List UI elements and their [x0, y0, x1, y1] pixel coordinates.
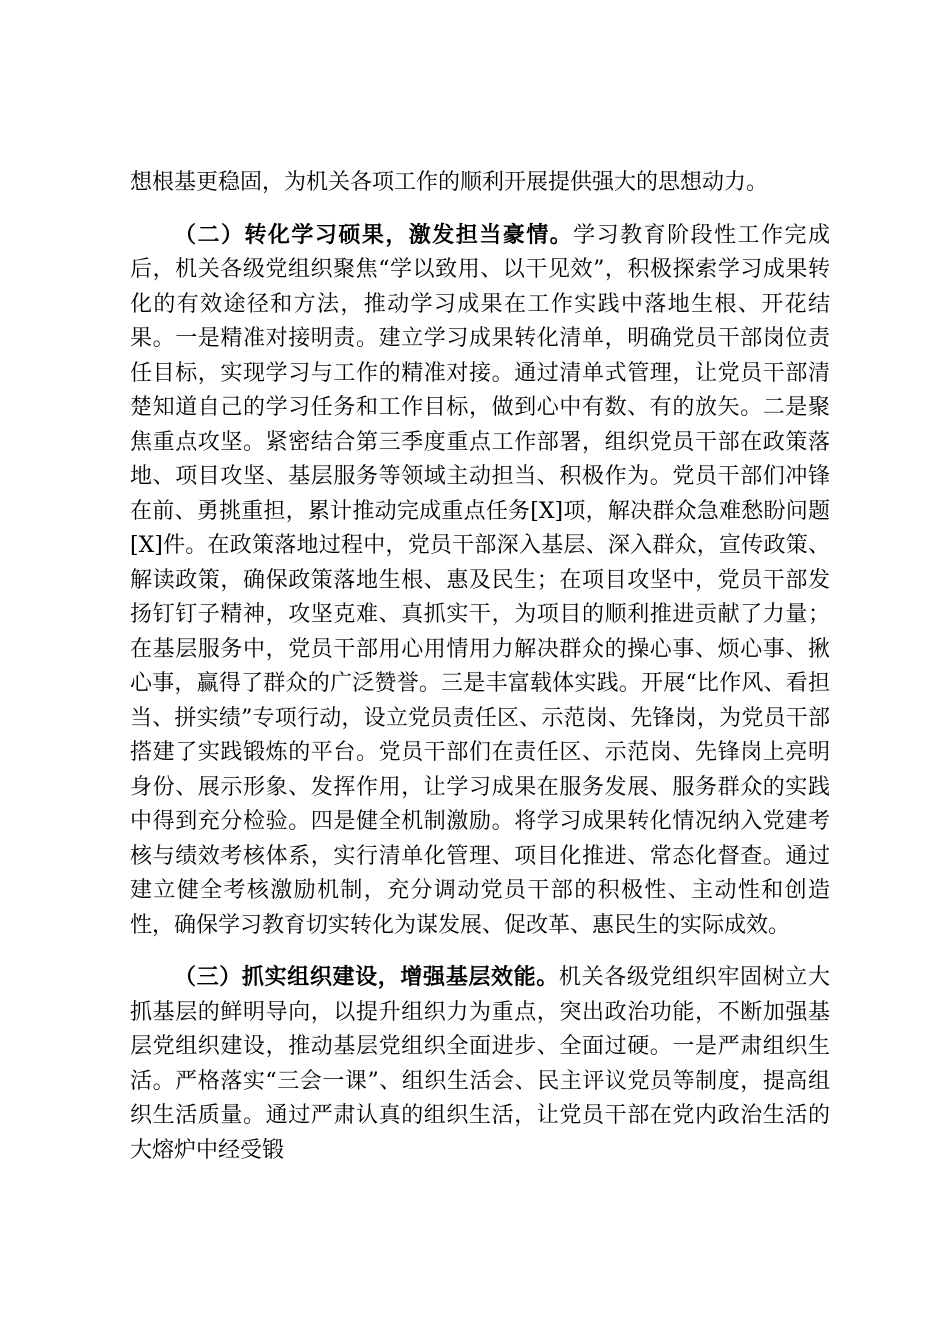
section-heading: （二）转化学习硕果，激发担当豪情。: [174, 221, 574, 248]
paragraph-text: 想根基更稳固，为机关各项工作的顺利开展提供强大的思想动力。: [130, 170, 769, 195]
paragraph-section-3: [130, 960, 830, 1168]
paragraph-text: 学习教育阶段性工作完成后，机关各级党组织聚焦“学以致用、以干见效”，积极探索学习成果转化的有效途径和方法，推动学习成果在工作实践中落地生根、开花结果。一是精准对接明责。建立学习成果转化清单，明确党员干部岗位责任目标，实现学习与工作的精准对接。通过清单式管理，让党员干部清楚知道自己的学习任务和工作目标，做到心中有数、有的放矢。二是聚焦重点攻坚。紧密结合第三季度重点工作部署，组织党员干部在政策落地、项目攻坚、基层服务等领域主动担当、积极作为。党员干部们冲锋在前、勇挑重担，累计推动完成重点任务[X]项，解决群众急难愁盼问题[X]件。在政策落地过程中，党员干部深入基层、深入群众，宣传政策、解读政策，确保政策落地生根、惠及民生；在项目攻坚中，党员干部发扬钉钉子精神，攻坚克难、真抓实干，为项目的顺利推进贡献了力量；在基层服务中，党员干部用心用情用力解决群众的操心事、烦心事、揪心事，赢得了群众的广泛赞誉。三是丰富载体实践。开展“比作风、看担当、拼实绩”专项行动，设立党员责任区、示范岗、先锋岗，为党员干部搭建了实践锻炼的平台。党员干部们在责任区、示范岗、先锋岗上亮明身份、展示形象、发挥作用，让学习成果在服务发展、服务群众的实践中得到充分检验。四是健全机制激励。将学习成果转化情况纳入党建考核与绩效考核体系，实行清单化管理、项目化推进、常态化督查。通过建立健全考核激励机制，充分调动党员干部的积极性、主动性和创造性，确保学习教育切实转化为谋发展、促改革、惠民生的实际成效。: [130, 222, 830, 938]
paragraph-continuation: [130, 166, 830, 201]
section-heading: （三）抓实组织建设，增强基层效能。: [174, 964, 559, 990]
paragraph-section-2: [130, 218, 830, 944]
paragraph-text: 机关各级党组织牢固树立大抓基层的鲜明导向，以提升组织力为重点，突出政治功能，不断加强基层党组织建设，推动基层党组织全面进步、全面过硬。一是严肃组织生活。严格落实“三会一课”、组织生活会、民主评议党员等制度，提高组织生活质量。通过严肃认真的组织生活，让党员干部在党内政治生活的大熔炉中经受锻: [130, 965, 830, 1163]
document-page: [130, 166, 830, 1168]
